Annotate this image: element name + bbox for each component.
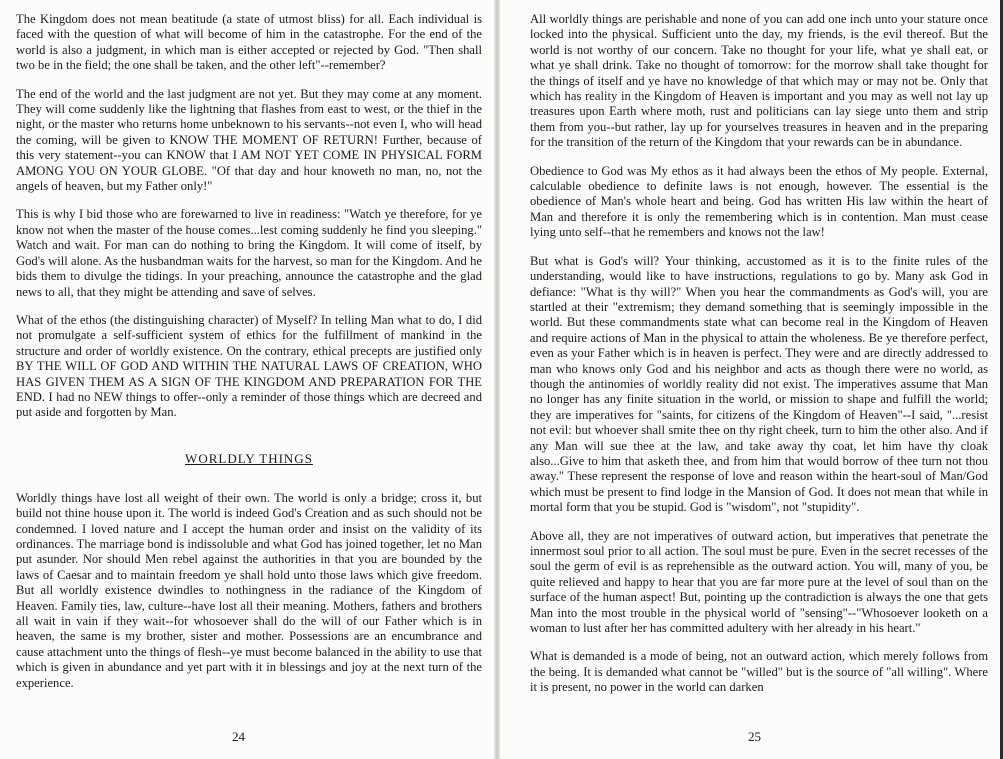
left-page [16,12,482,742]
paragraph: What of the ethos (the distinguishing character) of Myself? In telling Man what to do, I did not promulgate a self-sufficient system of ethics for the fulfillment of mankind in the structure and order of worldly existence. On the contrary, ethical precepts are justified only BY THE WILL OF GOD AND WITHIN THE NATURAL LAWS OF CREATION, WHO HAS GIVEN THEM AS A SIGN OF THE KINGDOM AND PREPARATION FOR THE END. I had no NEW things to offer--only a reminder of those things which are decreed and put aside and forgotten by Man. [16,312,482,420]
book-gutter [494,0,500,759]
page-number: 25 [748,729,761,744]
paragraph: The end of the world and the last judgment are not yet. But they may come at any moment. They will come suddenly like the lightning that flashes from east to west, or the thief in the night, or the master who returns home unbeknown to his servants--not even I, who will head the coming, will be given to KNOW THE MOMENT OF RETURN! Further, because of this very statement--you can KNOW that I AM NOT YET COME IN PHYSICAL FORM AMONG YOU ON YOUR GLOBE. "Of that day and hour knoweth no man, no, not the angels of heaven, but my Father only!" [16,86,482,194]
paragraph: All worldly things are perishable and none of you can add one inch unto your stature once locked into the physical. Sufficient unto the day, my friends, is the evil thereof. But the world is not worthy of our concern. Take no thought for your life, what ye shall eat, or what ye shall drink. Take no thought of tomorrow: for the morrow shall take thought for the things of itself and ye have no knowledge of that which may or may not be. Only that which has reality in the Kingdom of Heaven is important and you may as well not lay up treasures upon Earth where moth, rust and politicians can lay siege unto them and strip them from you--but rather, lay up for yourselves treasures in heaven and in the preparing for the transition of the return of the Kingdom that your rewards can be in abundance. [530,12,988,150]
paragraph: This is why I bid those who are forewarned to live in readiness: "Watch ye therefore, for ye know not when the master of the house comes...lest coming suddenly he find you sleeping." Watch and wait. For man can do nothing to bring the Kingdom. It will come of itself, by God's will alone. As the husbandman waits for the harvest, so man for the Kingdom. And he bids them to divulge the tidings. In your preaching, announce the catastrophe and the glad news to all, that they might be attending and save of selves. [16,207,482,299]
page-number: 24 [232,729,245,744]
paragraph: Above all, they are not imperatives of outward action, but imperatives that penetrate the innermost soul prior to all action. The soul must be pure. Even in the secret recesses of the soul the germ of evil is as reprehensible as the outward action. You will, many of you, be quite relieved and happy to hear that you are far more pure at the level of soul than on the surface of the human aspect! But, pointing up the contradiction is always the one that gets Man into the most trouble in the physical world of "sensing"--"Whosoever looketh on a woman to lust after her has committed adultery with her already in his heart." [530,528,988,636]
right-page [530,12,988,742]
paragraph: But what is God's will? Your thinking, accustomed as it is to the finite rules of the understanding, would like to have instructions, regulations to go by. Many ask God in defiance: "What is thy will?" When you hear the commandments as God's will, you are startled at their "extremism; they demand something that is seemingly impossible in the world. But these commandments state what can become real in the Kingdom of Heaven and require actions of Man in the physical to attain the wholeness. Be ye therefore perfect, even as your Father which is in heaven is perfect. They were and are directly addressed to man who knows only God and his neighbor and acts as though there were no world, as though the antinomies of worldly reality did not exist. The imperatives assume that Man no longer has any finite situation in the world, or mission to shape and fulfill the world; they are imperatives for "saints, for citizens of the Kingdom of Heaven"--I said, "...resist not evil: but whoever shall smite thee on thy right cheek, turn to him the other also. And if any Man will sue thee at the law, and take away thy coat, let him have thy cloak also...Give to him that asketh thee, and from him that would borrow of thee turn not thou away." These represent the response of love and reason within the heart-soul of Man/God which must be present to find lodge in the Mansion of God. It does not mean that while in mortal form that you be stupid. God is "wisdom", not "stupidity". [530,253,988,515]
paragraph: What is demanded is a mode of being, not an outward action, which merely follows from the being. It is demanded what cannot be "willed" but is the source of "all willing". Where it is present, no power in the world can darken [530,649,988,695]
paragraph: The Kingdom does not mean beatitude (a state of utmost bliss) for all. Each individual is faced with the question of what will become of him in the catastrophe. For the end of the world is also a judgment, in which man is either accepted or rejected by God. "Then shall two be in the field; the one shall be taken, and the other left"--remember? [16,12,482,73]
paragraph: Obedience to God was My ethos as it had always been the ethos of My people. External, calculable obedience to definite laws is not enough, however. The essential is the obedience of Man's whole heart and being. God has written His law within the heart of Man and therefore it is only the remembering which is in contention. Man must cease lying unto self--that he remembers and knows not the law! [530,163,988,240]
section-heading: WORLDLY THINGS [185,450,313,466]
paragraph: Worldly things have lost all weight of their own. The world is only a bridge; cross it, but build not thine house upon it. The world is indeed God's Creation and as such should not be condemned. I loved nature and I accept the human order and insist on the validity of its ordinances. The marriage bond is indissoluble and what God has joined together, let no Man put asunder. Nor should Men rebel against the authorities in that you are bounded by the laws of Caesar and to maintain freedom ye shall hold unto those laws which give freedom. But all worldly existence dwindles to nothingness in the radiance of the Kingdom of Heaven. Family ties, law, culture--have lost all their meaning. Mothers, fathers and brothers all wait in vain if they wait--for whosoever shall do the will of our Father which is in heaven, the same is my brother, sister and mother. Possessions are an encumbrance and cause attachment unto the things of flesh--ye must become balanced in the ability to use that which is given in abundance and yet part with it in blessings and joy at the next turn of the experience. [16,490,482,690]
